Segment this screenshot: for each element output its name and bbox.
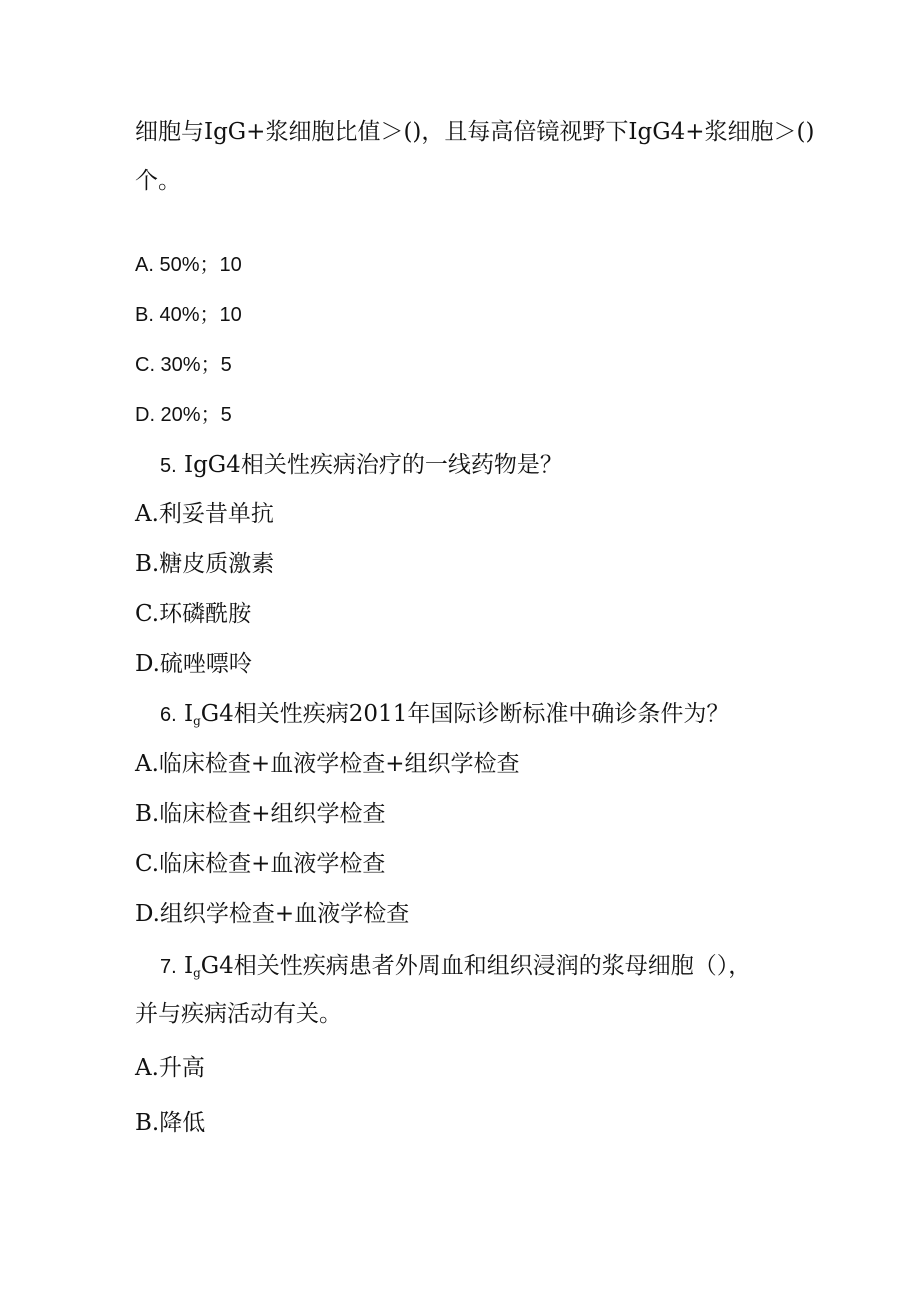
q4-stem-line1: 细胞与IgG+浆细胞比值＞()，且每高倍镜视野下IgG4+浆细胞＞() [135, 119, 815, 145]
q6-stem [184, 701, 729, 727]
q5-option-d: D.硫唑嘌呤 [135, 651, 252, 677]
q6-option-b: B.临床检查+组织学检查 [135, 801, 386, 827]
q5-stem: IgG4相关性疾病治疗的一线药物是？ [184, 452, 563, 478]
q7-stem [184, 953, 751, 979]
q7-option-a: A.升高 [135, 1055, 205, 1081]
q6-stem-rest: G4相关性疾病2011年国际诊断标准中确诊条件为？ [200, 701, 730, 727]
q4-option-d: D. 20%；5 [135, 404, 232, 426]
q6-stem-prefix: I [184, 701, 194, 727]
q4-option-b: B. 40%；10 [135, 304, 242, 326]
q7-stem-prefix: I [184, 953, 194, 979]
q5-option-a: A.利妥昔单抗 [135, 501, 274, 527]
q4-option-a: A. 50%；10 [135, 254, 242, 276]
q7-option-b: B.降低 [135, 1110, 206, 1136]
q6-option-c: C.临床检查+血液学检查 [135, 851, 386, 877]
q6-number: 6. [160, 704, 177, 726]
q5-option-b: B.糖皮质激素 [135, 551, 275, 577]
q6-title [160, 700, 729, 735]
q7-stem-line2: 并与疾病活动有关。 [135, 1001, 342, 1027]
q6-option-a: A.临床检查+血液学检查+组织学检查 [135, 751, 520, 777]
q5-title [160, 451, 563, 480]
q7-stem-sub: g [193, 966, 201, 980]
q7-stem-rest: G4相关性疾病患者外周血和组织浸润的浆母细胞（）， [200, 953, 752, 979]
q6-stem-sub: g [193, 714, 201, 728]
q4-option-c: C. 30%；5 [135, 354, 232, 376]
q6-option-d: D.组织学检查+血液学检查 [135, 901, 410, 927]
q7-number: 7. [160, 956, 177, 978]
q5-option-c: C.环磷酰胺 [135, 601, 252, 627]
q4-stem-line2: 个。 [135, 168, 181, 194]
q5-number: 5. [160, 455, 177, 477]
q7-title [160, 952, 751, 987]
